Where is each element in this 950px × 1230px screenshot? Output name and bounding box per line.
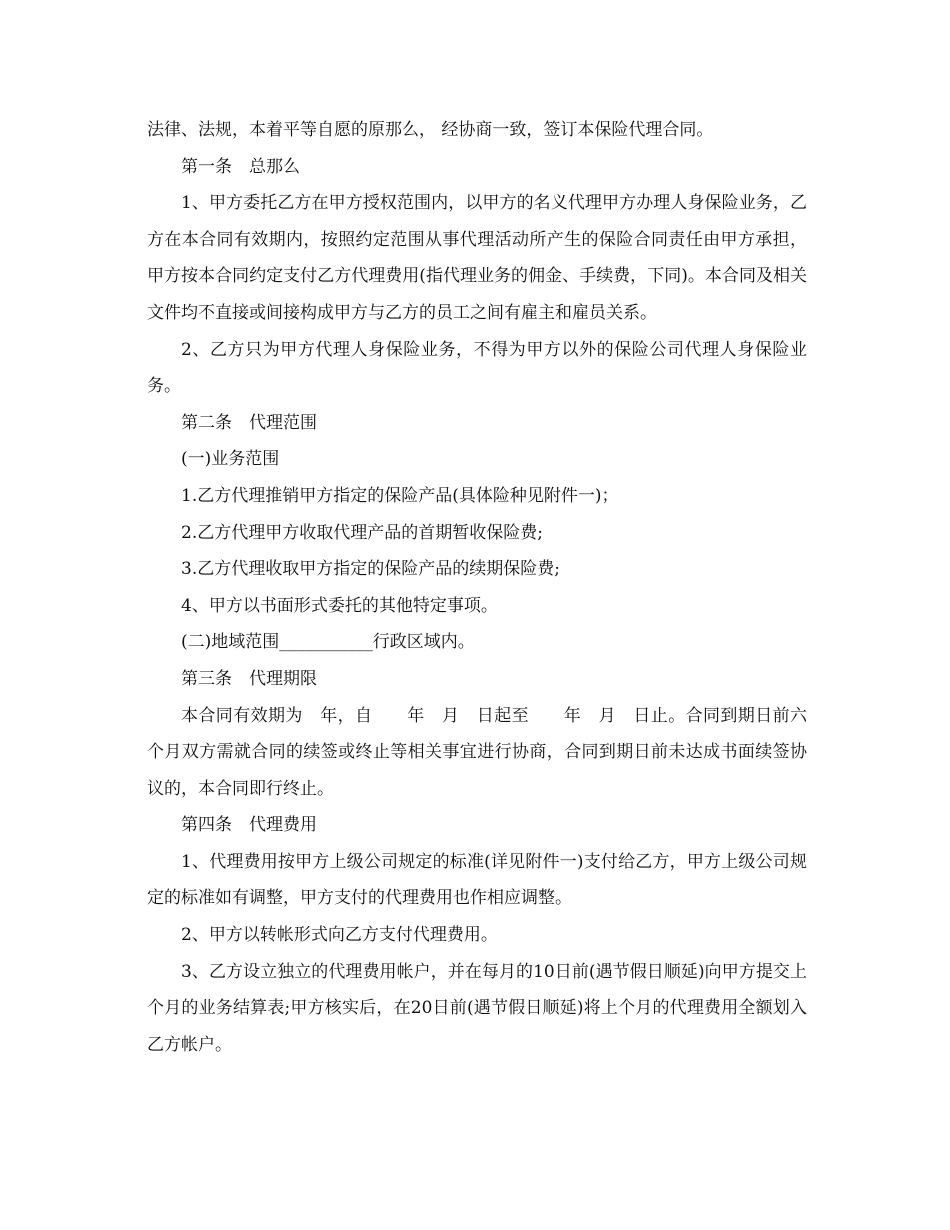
- article-3-heading: 第三条 代理期限: [181, 668, 317, 689]
- article-2-heading: 第二条 代理范围: [181, 412, 317, 433]
- business-scope-item-3: 3.乙方代理收取甲方指定的保险产品的续期保险费;: [181, 559, 560, 580]
- article-4-clause-2: 2、甲方以转帐形式向乙方支付代理费用。: [181, 925, 498, 946]
- article-4-clause-3: 3、乙方设立独立的代理费用帐户，并在每月的10日前(遇节假日顺延)向甲方提交上个月的业务结算表;甲方核实后，在20日前(遇节假日顺延)将上个月的代理费用全额划入乙方帐户。: [147, 961, 807, 1055]
- article-1-heading: 第一条 总那么: [181, 156, 300, 177]
- business-scope-heading: (一)业务范围: [181, 449, 280, 470]
- business-scope-item-4: 4、甲方以书面形式委托的其他特定事项。: [181, 595, 498, 616]
- paragraph-intro: 法律、法规，本着平等自愿的原那么， 经协商一致，签订本保险代理合同。: [147, 120, 714, 140]
- article-1-clause-1: 1、甲方委托乙方在甲方授权范围内，以甲方的名义代理甲方办理人身保险业务，乙方在本合同有效期内，按照约定范围从事代理活动所产生的保险合同责任由甲方承担，甲方按本合同约定支付乙方代理费用(指代理业务的佣金、手续费，下同)。本合同及相关文件均不直接或间接构成甲方与乙方的员工之间有雇主和雇员关系。: [147, 193, 807, 323]
- regional-scope: (二)地域范围___________行政区域内。: [181, 632, 475, 653]
- document-body: [147, 112, 807, 1063]
- article-4-clause-1: 1、代理费用按甲方上级公司规定的标准(详见附件一)支付给乙方，甲方上级公司规定的标准如有调整，甲方支付的代理费用也作相应调整。: [147, 851, 807, 909]
- article-3-clause: 本合同有效期为 年，自 年 月 日起至 年 月 日止。合同到期日前六个月双方需就合同的续签或终止等相关事宜进行协商，合同到期日前未达成书面续签协议的，本合同即行终止。: [147, 705, 807, 799]
- article-1-clause-2: 2、乙方只为甲方代理人身保险业务，不得为甲方以外的保险公司代理人身保险业务。: [147, 339, 807, 397]
- article-4-heading: 第四条 代理费用: [181, 815, 317, 836]
- business-scope-item-1: 1.乙方代理推销甲方指定的保险产品(具体险种见附件一)；: [181, 485, 619, 506]
- business-scope-item-2: 2.乙方代理甲方收取代理产品的首期暂收保险费;: [181, 522, 543, 543]
